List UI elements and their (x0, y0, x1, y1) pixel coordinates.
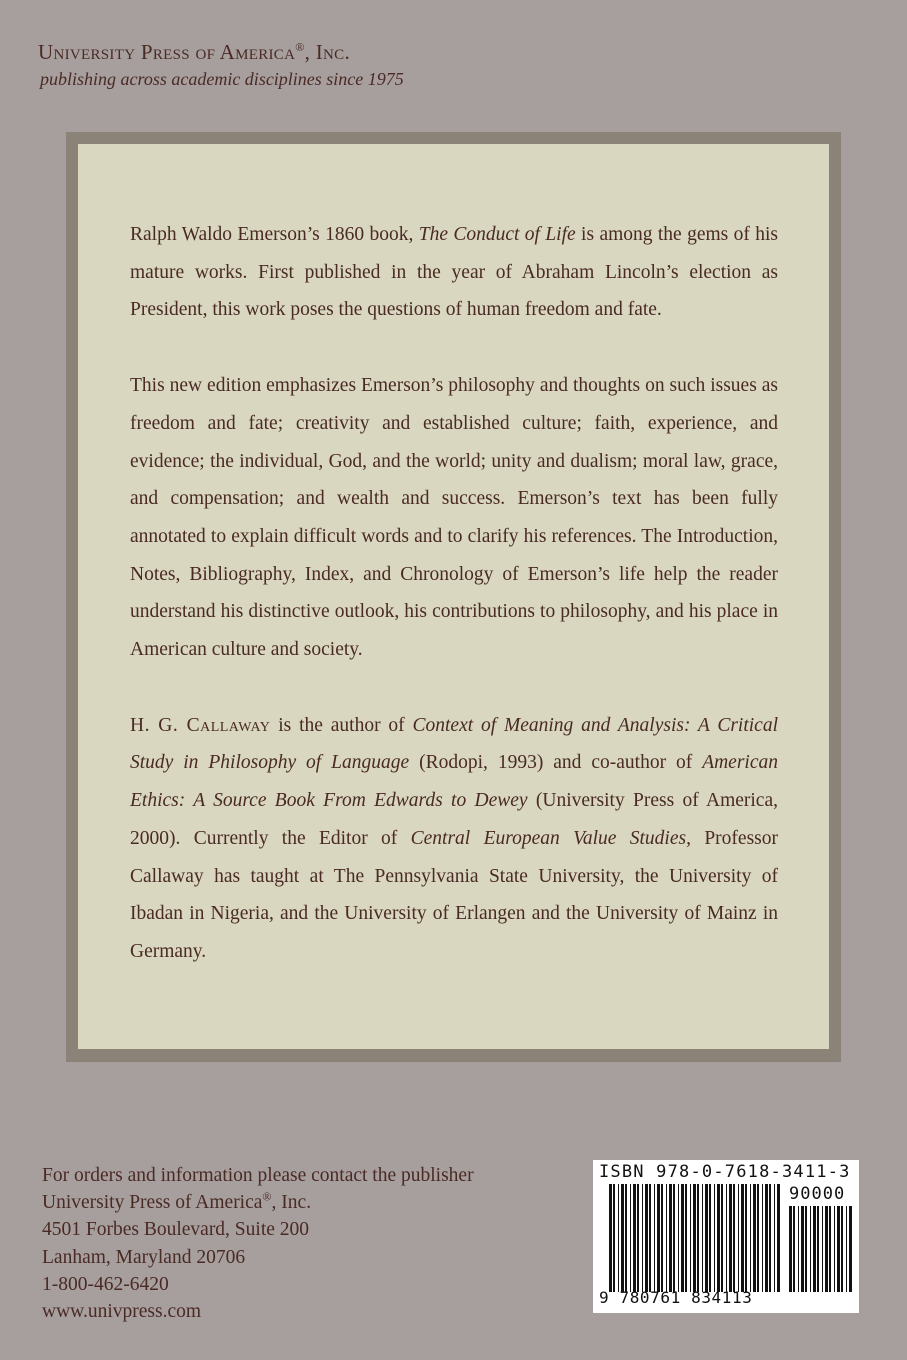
main-bar-13 (661, 1184, 663, 1292)
main-bar-11 (654, 1184, 655, 1292)
main-bar-7 (637, 1184, 639, 1292)
description-paragraph-2: This new edition emphasizes Emerson’s philosophy and thoughts on such issues as freedom and fate; creativity and established culture; faith, experience, and evidence; the individual, God, and the world; unity and dualism; moral law, grace, and compensation; and wealth and success. Emerson’s text has been fully annotated to explain difficult words and to clarify his references. The Introduction, Notes, Bibliography, Index, and Chronology of Emerson’s life help the reader understand his distinctive outlook, his contributions to philosophy, and his place in American culture and society. (130, 375, 778, 661)
main-bar-37 (757, 1184, 759, 1292)
ean-number: 9 780761 834113 (599, 1288, 753, 1307)
contact-publisher: University Press of America®, Inc. (42, 1189, 312, 1214)
addon-bar-2 (798, 1206, 799, 1292)
main-bar-38 (762, 1184, 763, 1292)
main-bar-12 (657, 1184, 660, 1292)
price-code: 90000 (789, 1184, 846, 1204)
contact-city: Lanham, Maryland 20706 (42, 1246, 246, 1268)
main-bar-42 (777, 1184, 780, 1292)
addon-bar-0 (789, 1206, 792, 1292)
main-bar-40 (769, 1184, 771, 1292)
journal-title: Central European Value Studies, (410, 827, 691, 849)
publisher-header (38, 38, 638, 92)
main-bar-10 (649, 1184, 651, 1292)
addon-bar-3 (801, 1206, 804, 1292)
main-bar-30 (729, 1184, 732, 1292)
author-book-2: American Ethics: A Source Book From Edwards to Dewey (130, 752, 778, 812)
main-bar-3 (621, 1184, 624, 1292)
main-bar-23 (702, 1184, 703, 1292)
registered-mark: ® (295, 40, 305, 54)
main-bar-27 (717, 1184, 720, 1292)
main-bar-32 (738, 1184, 739, 1292)
addon-bar-13 (841, 1206, 843, 1292)
main-bar-14 (666, 1184, 667, 1292)
addon-bar-6 (813, 1206, 816, 1292)
description-text (130, 216, 778, 971)
main-bar-26 (714, 1184, 715, 1292)
main-bar-1 (613, 1184, 615, 1292)
addon-bar-15 (849, 1206, 852, 1292)
main-bar-5 (630, 1184, 631, 1292)
addon-bar-9 (825, 1206, 828, 1292)
main-bar-2 (618, 1184, 619, 1292)
main-bar-21 (693, 1184, 696, 1292)
main-bar-9 (645, 1184, 648, 1292)
addon-bar-11 (834, 1206, 835, 1292)
publisher-name: University Press of America®, Inc. (38, 40, 351, 64)
book-title: The Conduct of Life (418, 224, 576, 245)
addon-bar-8 (822, 1206, 823, 1292)
contact-phone: 1-800-462-6420 (42, 1273, 169, 1295)
main-bar-18 (681, 1184, 684, 1292)
contact-street: 4501 Forbes Boulevard, Suite 200 (42, 1219, 310, 1241)
main-bar-34 (745, 1184, 747, 1292)
main-bar-19 (685, 1184, 687, 1292)
contact-intro: For orders and information please contact the publisher (42, 1165, 474, 1186)
main-bar-35 (750, 1184, 751, 1292)
main-bar-29 (726, 1184, 727, 1292)
main-bar-36 (753, 1184, 756, 1292)
isbn-label: ISBN 978-0-7618-3411-3 (599, 1162, 851, 1182)
author-bio: H. G. Callaway is the author of Context of Meaning and Analysis: A Critical Study in Philosophy of Language (Rodopi, 1993) and co-author of American Ethics: A Source Book From Edwards to Dewey (University Press of America, 2000). Currently the Editor of Central European Value Studies, Professor Callaway has taught at The Pennsylvania State University, the University of Ibadan in Nigeria, and the University of Erlangen and the University of Mainz in Germany. (130, 714, 778, 962)
addon-bar-14 (846, 1206, 847, 1292)
main-bar-8 (642, 1184, 643, 1292)
main-bar-25 (709, 1184, 711, 1292)
main-bar-22 (697, 1184, 699, 1292)
description-panel (78, 144, 829, 1049)
main-bar-24 (705, 1184, 708, 1292)
main-bar-0 (609, 1184, 612, 1292)
main-bar-16 (673, 1184, 675, 1292)
addon-bar-4 (805, 1206, 807, 1292)
main-bar-33 (741, 1184, 744, 1292)
addon-bar-10 (829, 1206, 831, 1292)
addon-bar-5 (810, 1206, 811, 1292)
main-bar-31 (733, 1184, 735, 1292)
main-bar-6 (633, 1184, 636, 1292)
main-bar-20 (690, 1184, 691, 1292)
main-bar-28 (721, 1184, 723, 1292)
addon-bar-12 (837, 1206, 840, 1292)
main-bar-17 (678, 1184, 679, 1292)
publisher-tagline: publishing across academic disciplines since 1975 (40, 69, 404, 89)
author-name: H. G. Callaway (130, 714, 271, 736)
addon-bar-7 (817, 1206, 819, 1292)
contact-block (42, 1162, 562, 1325)
barcode (593, 1160, 859, 1313)
main-bar-4 (625, 1184, 627, 1292)
main-bar-39 (765, 1184, 768, 1292)
main-bar-41 (774, 1184, 775, 1292)
author-book-1: Context of Meaning and Analysis: A Critical Study in Philosophy of Language (130, 714, 778, 774)
registered-mark: ® (262, 1189, 272, 1204)
contact-website[interactable]: www.univpress.com (42, 1301, 202, 1323)
description-paragraph-1: Ralph Waldo Emerson’s 1860 book, The Conduct of Life is among the gems of his mature works. First published in the year of Abraham Lincoln’s election as President, this work poses the questions of human freedom and fate. (130, 224, 778, 321)
addon-bar-1 (793, 1206, 795, 1292)
main-bar-15 (669, 1184, 672, 1292)
